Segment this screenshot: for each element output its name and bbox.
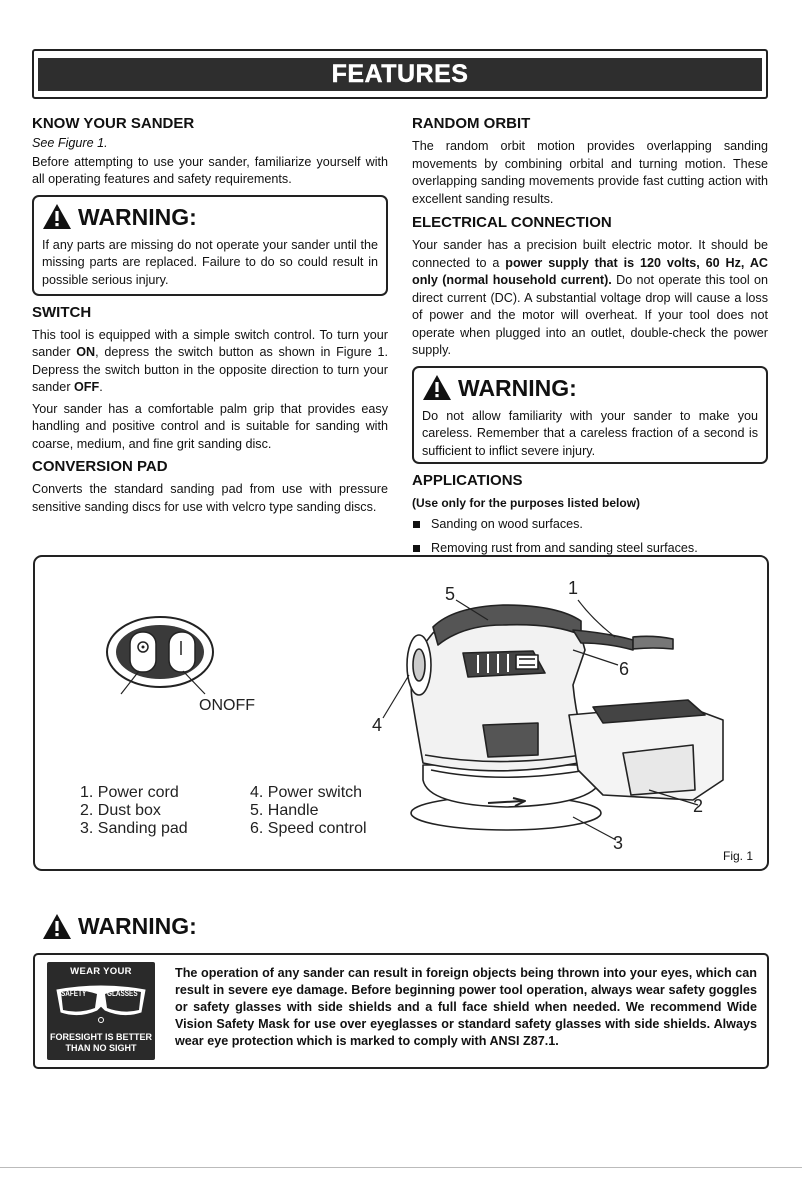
callout-6: 6 <box>619 659 630 679</box>
legend-item: 3. Sanding pad <box>80 820 188 837</box>
legend-right <box>250 784 367 838</box>
legend-item: 1. Power cord <box>80 784 179 801</box>
callout-2: 2 <box>693 796 704 816</box>
palm-grip-body: Your sander has a comfortable palm grip that provides easy handling and positive control and is suitable for sanding with coarse, medium, and fine grit sanding disc. <box>32 401 388 451</box>
legend-item: 4. Power switch <box>250 784 363 801</box>
right-column <box>412 115 768 563</box>
switch-detail <box>107 617 213 694</box>
callout-5: 5 <box>445 584 456 604</box>
warning-body: Do not allow familiarity with your sander to make you careless. Remember that a careless fraction of a second is sufficient to inflict severe injury. <box>422 408 758 458</box>
eye-protection-warning-body: The operation of any sander can result in foreign objects being thrown into your eyes, which can result in severe eye damage. Before beginning power tool operation, always wear safety goggles or safety glasses with side shields and a full face shield when needed. We recommend Wide Vision Safety Mask for use over eyeglasses or standard safety glasses with side shields. Always wear eye protection which is marked to comply with ANSI Z87.1. <box>175 966 757 1048</box>
switch-body: This tool is equipped with a simple switch control. To turn your sander ON, depress the switch button as shown in Figure 1. Depress the switch button in the opposite direction to turn your sander OFF. <box>32 327 388 394</box>
warning-triangle-icon <box>422 374 452 401</box>
know-body: Before attempting to use your sander, familiarize yourself with all operating features and safety requirements. <box>32 154 388 186</box>
safety-glasses-icon <box>53 980 149 1024</box>
warning-title: WARNING: <box>422 374 758 402</box>
orbit-body: The random orbit motion provides overlapping sanding movements by combining orbital and turning motion. These overlapping sanding movements provide fast cutting action with excellent sanding results. <box>412 139 768 206</box>
callout-1: 1 <box>568 578 579 598</box>
electrical-heading: ELECTRICAL CONNECTION <box>412 214 612 231</box>
features-header <box>32 49 768 99</box>
switch-label: ONOFF <box>199 697 255 714</box>
safety-glasses-badge: WEAR YOUR SAFETY GLASSES FORESIGHT IS BETTER THAN NO SIGHT <box>47 962 155 1060</box>
warning-box-missing-parts <box>32 195 388 296</box>
callout-3: 3 <box>613 833 624 853</box>
warning-triangle-icon <box>42 203 72 230</box>
legend-item: 5. Handle <box>250 802 319 819</box>
conversion-heading: CONVERSION PAD <box>32 458 168 475</box>
legend-item: 6. Speed control <box>250 820 367 837</box>
applications-list <box>412 516 768 557</box>
see-figure: See Figure 1. <box>32 136 108 150</box>
electrical-body: Your sander has a precision built electric motor. It should be connected to a power supply that is 120 volts, 60 Hz, AC only (normal household current). Do not operate this tool on direct current (DC). A substantial voltage drop will cause a loss of power and the motor will overheat. If your tool does not operate when plugged into an outlet, double-check the power supply. <box>412 238 769 357</box>
warning-body: If any parts are missing do not operate your sander until the missing parts are replaced. Failure to do so could result in possible serious injury. <box>42 237 378 287</box>
conversion-body: Converts the standard sanding pad from use with pressure sensitive sanding discs for use with velcro type sanding discs. <box>32 482 388 514</box>
left-column <box>32 115 388 520</box>
page-title: FEATURES <box>38 58 762 91</box>
list-item: Sanding on wood surfaces. <box>412 516 768 534</box>
figure-caption: Fig. 1 <box>723 849 754 863</box>
callout-4: 4 <box>372 715 383 735</box>
warning-triangle-icon <box>42 913 72 940</box>
page-bottom-divider <box>0 1167 802 1168</box>
list-item: Removing rust from and sanding steel surfaces. <box>412 540 768 558</box>
switch-heading: SWITCH <box>32 303 92 321</box>
applications-note: (Use only for the purposes listed below) <box>412 495 641 510</box>
legend-left <box>80 784 188 838</box>
warning-title: WARNING: <box>42 203 378 231</box>
warning-box-familiarity <box>412 366 768 464</box>
bottom-warning-title: WARNING: <box>42 912 197 940</box>
legend-item: 2. Dust box <box>80 802 161 819</box>
applications-heading: APPLICATIONS <box>412 471 523 489</box>
sander-body <box>407 605 723 830</box>
orbit-heading: RANDOM ORBIT <box>412 115 531 132</box>
know-heading: KNOW YOUR SANDER <box>32 115 195 132</box>
